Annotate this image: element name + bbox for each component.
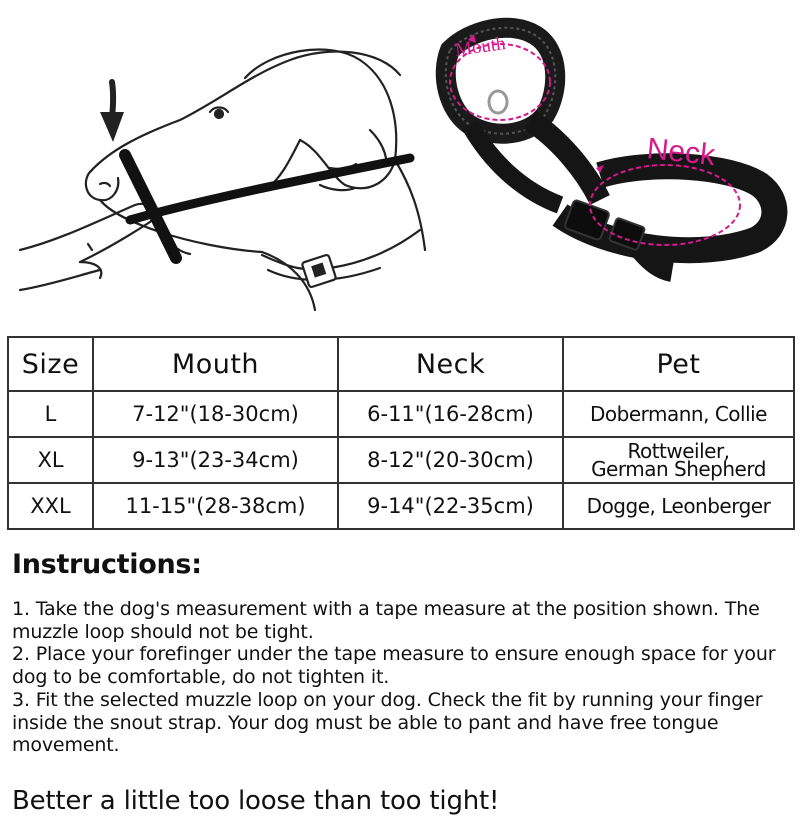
pet-line-2: German Shepherd	[591, 457, 766, 481]
muzzle-product-photo	[446, 28, 775, 272]
table-row	[8, 437, 794, 483]
mouth-cell: 11-15"(28-38cm)	[93, 483, 338, 529]
instructions-list	[12, 598, 792, 757]
header-size: Size	[8, 337, 93, 391]
size-chart-table	[7, 336, 795, 530]
muzzle-strap-drawing	[125, 155, 420, 288]
mouth-cell: 9-13"(23-34cm)	[93, 437, 338, 483]
size-cell: XL	[8, 437, 93, 483]
header-mouth: Mouth	[93, 337, 338, 391]
fit-tip-footer: Better a little too loose than too tight!	[12, 786, 500, 816]
table-row	[8, 391, 794, 437]
header-neck: Neck	[338, 337, 563, 391]
pet-cell	[563, 437, 794, 483]
neck-cell: 9-14"(22-35cm)	[338, 483, 563, 529]
pet-line-1: Rottweiler,	[627, 439, 730, 463]
pet-cell: Dobermann, Collie	[563, 391, 794, 437]
dog-muzzle-drawing	[20, 50, 425, 310]
size-cell: L	[8, 391, 93, 437]
header-pet: Pet	[563, 337, 794, 391]
mouth-cell: 7-12"(18-30cm)	[93, 391, 338, 437]
instruction-step-2: 2. Place your forefinger under the tape measure to ensure enough space for your dog to be comfortable, do not tighten it.	[12, 643, 776, 689]
neck-cell: 8-12"(20-30cm)	[338, 437, 563, 483]
mouth-label: Mouth	[453, 33, 507, 61]
neck-cell: 6-11"(16-28cm)	[338, 391, 563, 437]
pet-cell: Dogge, Leonberger	[563, 483, 794, 529]
neck-label: Neck	[645, 132, 717, 173]
size-cell: XXL	[8, 483, 93, 529]
table-header-row	[8, 337, 794, 391]
instructions-title: Instructions:	[12, 549, 202, 580]
table-row	[8, 483, 794, 529]
instruction-step-3: 3. Fit the selected muzzle loop on your dog. Check the fit by running your finger inside the snout strap. Your dog must be able to pant and have free tongue movement.	[12, 688, 763, 757]
instruction-step-1: 1. Take the dog's measurement with a tape measure at the position shown. The muzzle loop should not be tight.	[12, 598, 760, 643]
product-illustration	[0, 0, 800, 330]
